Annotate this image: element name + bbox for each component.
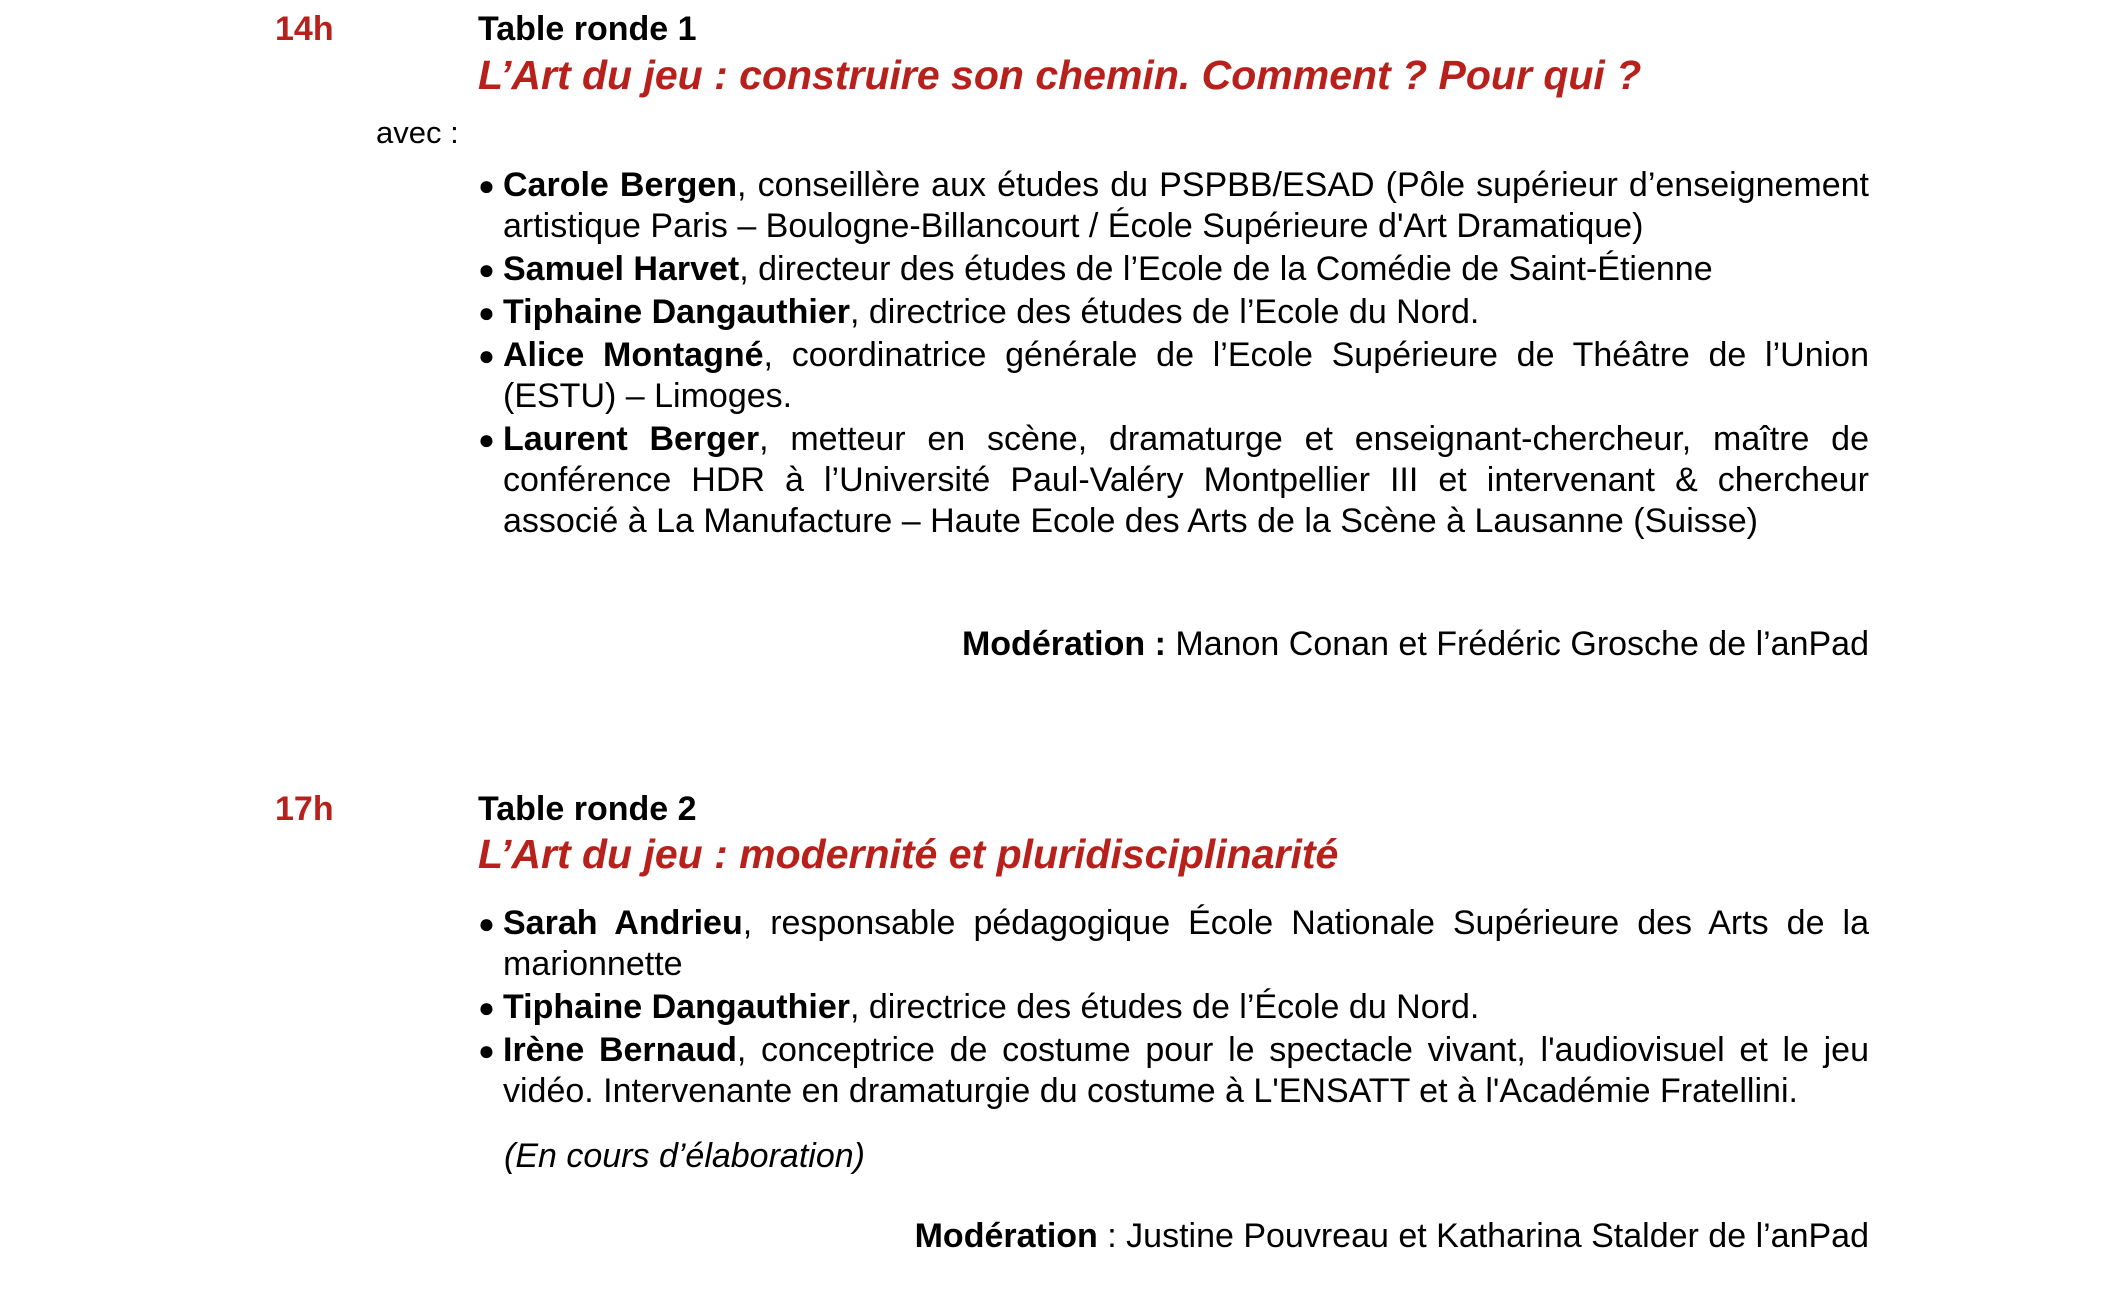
participant-item [478, 292, 1869, 333]
moderation-label: Modération : [961, 625, 1166, 663]
bullet-icon: ● [478, 254, 495, 285]
participant-desc: , directrice des études de l’École du Nord. [849, 988, 1480, 1026]
participant-item [478, 335, 1869, 417]
bullet-icon: ● [478, 170, 495, 201]
participant-name: Irène Bernaud [503, 1031, 737, 1069]
session2-label: Table ronde 2 [478, 790, 697, 828]
participant-desc: , metteur en scène, dramaturge et enseignant-chercheur, maître de conférence HDR à l’Université Paul-Valéry Montpellier III et intervenant & chercheur associé à La Manufacture – Haute Ecole des Arts de la Scène à Lausanne (Suisse) [503, 420, 1869, 540]
participant-item [478, 903, 1869, 985]
bullet-icon: ● [478, 340, 495, 371]
session2-note: (En cours d’élaboration) [504, 1137, 865, 1175]
session1-time: 14h [275, 10, 334, 48]
moderation-text: Manon Conan et Frédéric Grosche de l’anPad [1165, 625, 1869, 663]
participant-name: Laurent Berger [503, 420, 760, 458]
bullet-icon: ● [478, 297, 495, 328]
participant-name: Tiphaine Dangauthier [503, 293, 850, 331]
participant-desc: , conceptrice de costume pour le spectacle vivant, l'audiovisuel et le jeu vidéo. Intervenante en dramaturgie du costume à L'ENSATT et à l'Académie Fratellini. [503, 1031, 1870, 1110]
bullet-icon: ● [478, 1035, 495, 1066]
participant-item [478, 1030, 1869, 1112]
session2-participant-list [478, 903, 1869, 1114]
session1-title: L’Art du jeu : construire son chemin. Comment ? Pour qui ? [478, 52, 1642, 98]
participant-name: Sarah Andrieu [503, 904, 743, 942]
moderation-text: : Justine Pouvreau et Katharina Stalder de l’anPad [1097, 1217, 1869, 1255]
participant-desc: , directeur des études de l’Ecole de la Comédie de Saint-Étienne [739, 250, 1713, 288]
session2-time: 17h [275, 790, 334, 828]
session2-title: L’Art du jeu : modernité et pluridisciplinarité [478, 831, 1339, 877]
moderation-label: Modération [914, 1217, 1098, 1255]
bullet-icon: ● [478, 908, 495, 939]
participant-name: Samuel Harvet [503, 250, 740, 288]
bullet-icon: ● [478, 424, 495, 455]
participant-desc: , coordinatrice générale de l’Ecole Supérieure de Théâtre de l’Union (ESTU) – Limoges. [503, 336, 1869, 415]
participant-desc: , responsable pédagogique École Nationale Supérieure des Arts de la marionnette [503, 904, 1869, 983]
session1-intro: avec : [376, 115, 459, 150]
session2-moderation [915, 1217, 1869, 1256]
participant-name: Tiphaine Dangauthier [503, 988, 850, 1026]
session1-moderation [962, 625, 1869, 664]
participant-item [478, 419, 1869, 542]
participant-name: Carole Bergen [503, 166, 738, 204]
session1-participant-list [478, 165, 1869, 544]
session1-label: Table ronde 1 [478, 10, 697, 48]
participant-item [478, 249, 1869, 290]
participant-desc: , directrice des études de l’Ecole du Nord. [849, 293, 1480, 331]
participant-desc: , conseillère aux études du PSPBB/ESAD (Pôle supérieur d’enseignement artistique Paris – Boulogne-Billancourt / École Supérieure d'Art Dramatique) [503, 166, 1869, 245]
participant-name: Alice Montagné [503, 336, 764, 374]
participant-item [478, 165, 1869, 247]
participant-item [478, 987, 1869, 1028]
bullet-icon: ● [478, 992, 495, 1023]
